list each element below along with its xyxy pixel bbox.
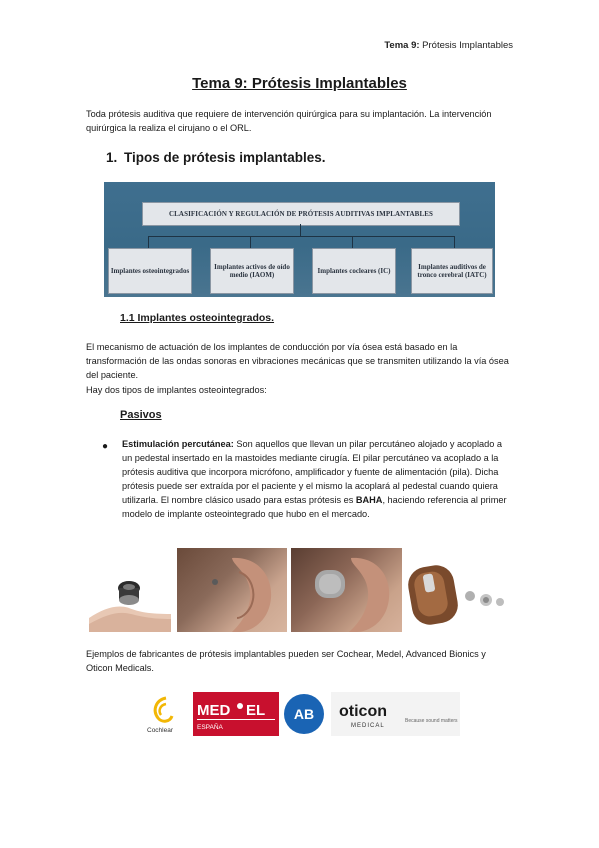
medel-country: ESPAÑA [197,724,223,731]
mechanism-paragraph: El mecanismo de actuación de los implantes de conducción por vía ósea está basado en la transformación de las ondas sonoras en vibraciones mecánicas que se transmiten utilizando la vía ósea del paciente. [86,342,509,380]
section-heading-1 [106,150,326,165]
diagram-connector [148,236,455,237]
advanced-bionics-logo [282,692,326,736]
medel-el: EL [246,702,266,719]
manufacturers-paragraph: Ejemplos de fabricantes de prótesis implantables pueden ser Cochear, Medel, Advanced Bionics y Oticon Medicals. [86,649,486,673]
photo-ear-abutment [177,548,287,632]
running-header [384,40,513,51]
header-rest: Prótesis Implantables [422,40,513,51]
diagram-root-box: CLASIFICACIÓN Y REGULACIÓN DE PRÓTESIS AUDITIVAS IMPLANTABLES [142,202,460,226]
diagram-box-osteointegrados: Implantes osteointegrados [108,248,192,294]
cochlear-logo [144,692,186,736]
photo-ear-with-processor [291,548,402,632]
diagram-connector [300,224,301,236]
header-bold: Tema 9: [384,40,420,51]
diagram-box-ic: Implantes cocleares (IC) [312,248,396,294]
medel-wordmark: MED [197,702,231,719]
diagram-box-iatc: Implantes auditivos de tronco cerebral (IATC) [411,248,493,294]
oticon-medical-logo [331,692,460,736]
intro-paragraph: Toda prótesis auditiva que requiere de intervención quirúrgica para su implantación. La intervención quirúrgica la realiza el cirujano o el ORL. [86,109,492,133]
diagram-connector [352,236,353,248]
oticon-wordmark: oticon [339,703,387,720]
bullet-text-1: Son aquellos que llevan un pilar percutáneo alojado y acoplado a un pedestal insertado en la mastoides mediante cirugía. El pilar percutáneo va acoplado a la prótesis auditiva que incorpora micrófono, amplificador y fuente de alimentación (pila). Dicha prótesis puede ser extraída por el paciente y el mismo la acoplará al pedestal cuando quiera utilizarla. El nombre clásico usado para estas prótesis es [122,439,502,505]
medel-logo [193,692,279,736]
oticon-tagline: Because sound matters [405,718,458,724]
subheading-pasivos: Pasivos [120,409,162,421]
diagram-connector [148,236,149,248]
diagram-box-iaom: Implantes activos de oído medio (IAOM) [210,248,294,294]
diagram-connector [250,236,251,248]
photo-fingertip-abutment [89,548,171,632]
ab-monogram: AB [293,706,315,722]
bullet-icon: ● [102,441,109,452]
subsection-heading-1-1: 1.1 Implantes osteointegrados. [120,312,275,324]
photo-processor-device [404,548,512,632]
bullet-lead: Estimulación percutánea: [122,439,234,449]
cochlear-wordmark: Cochlear [147,727,174,734]
classification-diagram [104,182,495,297]
bullet-percutanea [122,437,512,521]
page-title: Tema 9: Prótesis Implantables [192,75,407,92]
section-title: Tipos de prótesis implantables. [124,150,326,165]
oticon-division: MEDICAL [351,723,385,729]
baha-term: BAHA [355,495,383,505]
types-line: Hay dos tipos de implantes osteointegrados: [86,385,267,395]
bullet-text-2: , haciendo referencia al primer modelo de implante osteointegrado que hubo en el mercado. [122,495,507,519]
diagram-connector [454,236,455,248]
section-number: 1. [106,150,118,165]
